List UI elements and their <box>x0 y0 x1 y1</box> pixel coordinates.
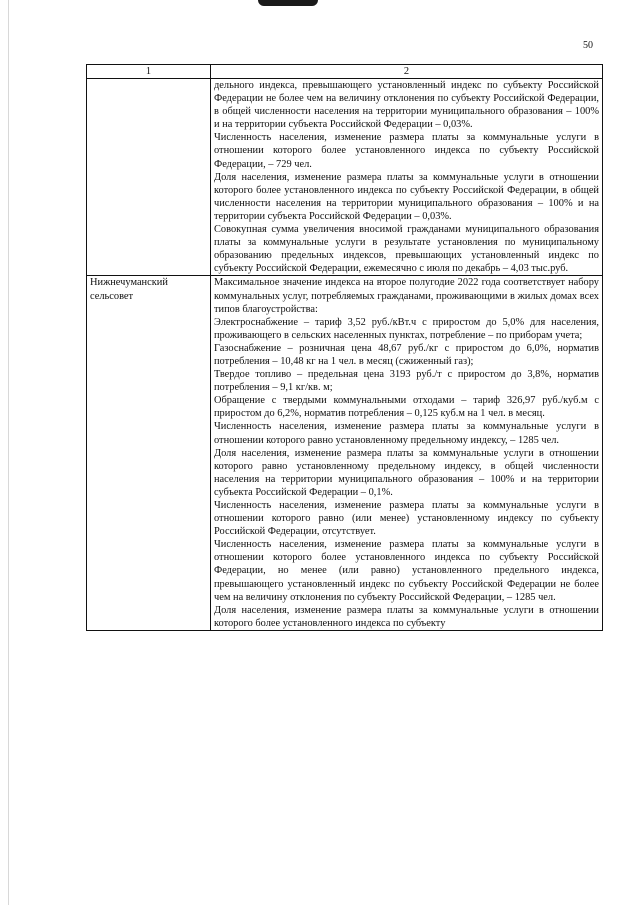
paragraph: Совокупная сумма увеличения вносимой гражданами муниципального образования платы за коммунальные услуги в результате установления по муниципальному образованию предельных индексов, превышающих установленный индекс по субъекту Российской Федерации, ежемесячно с июля по декабрь – 4,03 тыс.руб. <box>214 224 599 275</box>
paragraph: Доля населения, изменение размера платы за коммунальные услуги в отношении которого равно установленному предельному индексу, в общей численности населения на территории муниципального образования – 100% и на территории субъекта Российской Федерации – 0,1%. <box>214 447 599 498</box>
paragraph: Численность населения, изменение размера платы за коммунальные услуги в отношении которого равно (или менее) установленному индексу по субъекту Российской Федерации, отсутствует. <box>214 500 599 538</box>
column-header-1: 1 <box>87 65 211 79</box>
paragraph: Доля населения, изменение размера платы за коммунальные услуги в отношении которого более установленного индекса по субъекту Российской Федерации, в общей численности населения на территории муниципального образования – 100% и на территории субъекта Российской Федерации – 0,03%. <box>214 171 599 222</box>
paragraph: Численность населения, изменение размера платы за коммунальные услуги в отношении которого более установленного индекса по субъекту Российской Федерации, но менее (или равно) установленного предельного индекса, превышающего установленный индекс по субъекту Российской Федерации не более чем на величину отклонения по субъекту Российской Федерации, – 1285 чел. <box>214 539 599 603</box>
paragraph: Обращение с твердыми коммунальными отходами – тариф 326,97 руб./куб.м с приростом до 6,2%, норматив потребления – 0,125 куб.м на 1 чел. в месяц. <box>214 395 599 420</box>
paragraph: Газоснабжение – розничная цена 48,67 руб./кг с приростом до 6,0%, норматив потребления – 10,48 кг на 1 чел. в месяц (сжиженный газ); <box>214 342 599 367</box>
paragraph: Электроснабжение – тариф 3,52 руб./кВт.ч с приростом до 5,0% для населения, проживающего в сельских населенных пунктах, потребление – по приборам учета; <box>214 316 599 341</box>
paragraph: Доля населения, изменение размера платы за коммунальные услуги в отношении которого более установленного индекса по субъекту <box>214 604 599 629</box>
page-number: 50 <box>583 40 593 51</box>
column-header-2: 2 <box>211 65 603 79</box>
table-header-row <box>87 65 603 79</box>
municipality-name-cell <box>87 79 211 276</box>
paragraph: Твердое топливо – предельная цена 3193 руб./т с приростом до 3,8%, норматив потребления – 9,1 кг/кв. м; <box>214 369 599 394</box>
paragraph: Численность населения, изменение размера платы за коммунальные услуги в отношении которого равно установленному предельному индексу, – 1285 чел. <box>214 421 599 446</box>
table-row <box>87 79 603 276</box>
indicator-text-cell <box>211 276 603 631</box>
paragraph: Максимальное значение индекса на второе полугодие 2022 года соответствует набору коммунальных услуг, потребляемых гражданами, проживающими в жилых домах всех типов благоустройства: <box>214 277 599 315</box>
municipality-name-cell: Нижнечуманский сельсовет <box>87 276 211 631</box>
paragraph: Численность населения, изменение размера платы за коммунальные услуги в отношении которого более установленного индекса по субъекту Российской Федерации, – 729 чел. <box>214 132 599 170</box>
document-table <box>86 64 603 631</box>
table-row <box>87 276 603 631</box>
indicator-text-cell <box>211 79 603 276</box>
paragraph: дельного индекса, превышающего установленный индекс по субъекту Российской Федерации не более чем на величину отклонения по субъекту Российской Федерации, в общей численности населения на территории муниципального образования – 100% и на территории субъекта Российской Федерации – 0,03%. <box>214 80 599 131</box>
